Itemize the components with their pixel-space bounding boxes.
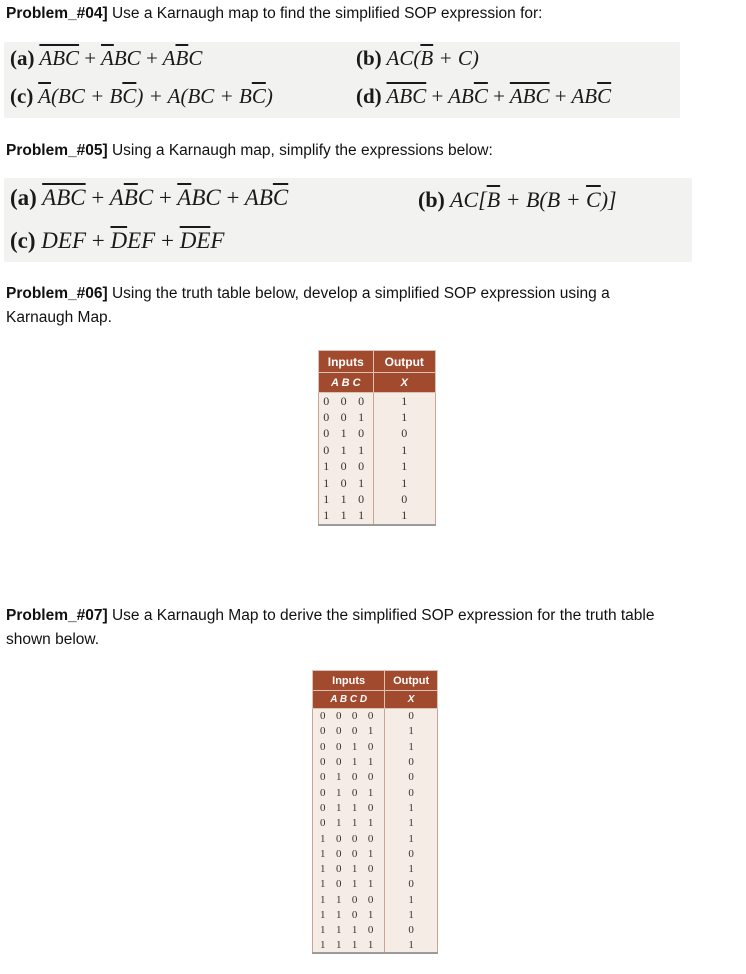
truth-table-input-vars: A B C D	[313, 691, 385, 709]
table-row	[313, 754, 438, 769]
input-cell: 1 0 0 0	[313, 831, 385, 846]
problem-04-id: Problem_#04]	[6, 5, 108, 22]
table-row	[313, 816, 438, 831]
input-cell: 1 0 1	[319, 475, 374, 492]
truth-table-output-header: Output	[385, 671, 438, 691]
table-row	[319, 409, 436, 426]
truth-table-inputs-header: Inputs	[319, 351, 374, 373]
problem-06-id: Problem_#06]	[6, 285, 108, 302]
output-cell: 1	[385, 907, 438, 922]
output-cell: 1	[373, 508, 435, 525]
table-row	[319, 508, 436, 525]
input-cell: 0 0 0 0	[313, 709, 385, 724]
table-row	[319, 492, 436, 509]
problem-05-statement	[6, 139, 493, 163]
table-row	[313, 923, 438, 938]
problem-07-text-line1: Use a Karnaugh Map to derive the simplified SOP expression for the truth table	[111, 607, 655, 624]
input-cell: 0 1 0 0	[313, 770, 385, 785]
table-row	[319, 459, 436, 476]
output-cell: 1	[385, 816, 438, 831]
problem-05b-expression: (b) $AC[\overline{B} + B(B + \overline{C})]$	[418, 187, 617, 212]
truth-table-output-var: X	[373, 373, 435, 393]
input-cell: 1 1 1 1	[313, 938, 385, 953]
problem-07-text-line2: shown below.	[6, 631, 100, 648]
output-cell: 0	[385, 877, 438, 892]
table-row	[313, 892, 438, 907]
output-cell: 0	[385, 923, 438, 938]
output-cell: 1	[373, 475, 435, 492]
input-cell: 0 1 1 1	[313, 816, 385, 831]
output-cell: 1	[385, 892, 438, 907]
table-row	[313, 785, 438, 800]
truth-table-output-header: Output	[373, 351, 435, 373]
problem-06-text-line2: Karnaugh Map.	[6, 309, 112, 326]
input-cell: 1 1 0 1	[313, 907, 385, 922]
problem-05c-expression: (c) DEF + $\overline{D}EF + \overline{DE}F$	[10, 228, 225, 253]
problem-04b-expression: (b) $AC(\overline{B} + C)$	[356, 46, 479, 70]
input-cell: 1 0 0	[319, 459, 374, 476]
table-row	[313, 739, 438, 754]
output-cell: 0	[373, 426, 435, 443]
table-row	[313, 770, 438, 785]
output-cell: 1	[373, 409, 435, 426]
input-cell: 0 1 0	[319, 426, 374, 443]
output-cell: 0	[385, 770, 438, 785]
input-cell: 0 0 1	[319, 409, 374, 426]
table-row	[313, 861, 438, 876]
problem-07-truth-table	[312, 670, 438, 954]
problem-07-id: Problem_#07]	[6, 607, 108, 624]
output-cell: 1	[385, 861, 438, 876]
output-cell: 0	[373, 492, 435, 509]
input-cell: 0 0 0 1	[313, 724, 385, 739]
problem-05a-expression: (a) $\overline{ABC} + A\overline{B}C + \overline{A}BC + AB\overline{C}$	[10, 185, 289, 210]
output-cell: 1	[373, 459, 435, 476]
input-cell: 1 1 1	[319, 508, 374, 525]
problem-04-text: Use a Karnaugh map to find the simplified SOP expression for:	[111, 5, 543, 22]
problem-05-text: Using a Karnaugh map, simplify the expressions below:	[111, 142, 493, 159]
table-row	[313, 724, 438, 739]
input-cell: 1 0 1 0	[313, 861, 385, 876]
table-row	[313, 709, 438, 724]
input-cell: 1 0 0 1	[313, 846, 385, 861]
output-cell: 1	[385, 938, 438, 953]
problem-04d-expression: (d) $\overline{ABC} + AB\overline{C} + \overline{AB}\overline{C} + AB\overline{C}$	[356, 84, 612, 108]
output-cell: 1	[385, 800, 438, 815]
output-cell: 1	[373, 393, 435, 410]
output-cell: 1	[385, 724, 438, 739]
table-row	[313, 938, 438, 953]
output-cell: 0	[385, 846, 438, 861]
problem-04-statement	[6, 2, 542, 26]
problem-06-truth-table	[318, 350, 436, 526]
table-row	[319, 393, 436, 410]
output-cell: 1	[385, 739, 438, 754]
table-row	[313, 831, 438, 846]
table-row	[313, 907, 438, 922]
input-cell: 1 1 0	[319, 492, 374, 509]
input-cell: 0 1 0 1	[313, 785, 385, 800]
table-row	[313, 846, 438, 861]
input-cell: 0 0 1 1	[313, 754, 385, 769]
output-cell: 0	[385, 754, 438, 769]
problem-05-id: Problem_#05]	[6, 142, 108, 159]
problem-04a-expression: (a) $\overline{ABC} + \overline{A}BC + A\overline{B}C$	[10, 46, 203, 70]
input-cell: 1 0 1 1	[313, 877, 385, 892]
table-row	[319, 426, 436, 443]
table-row	[313, 800, 438, 815]
input-cell: 1 1 1 0	[313, 923, 385, 938]
truth-table-inputs-header: Inputs	[313, 671, 385, 691]
output-cell: 0	[385, 709, 438, 724]
input-cell: 1 1 0 0	[313, 892, 385, 907]
input-cell: 0 0 1 0	[313, 739, 385, 754]
table-row	[319, 442, 436, 459]
input-cell: 0 0 0	[319, 393, 374, 410]
problem-04c-expression: (c) $\overline{A}(BC + B\overline{C}) + A(BC + B\overline{C})$	[10, 84, 273, 108]
problem-06-statement	[6, 282, 610, 330]
truth-table-input-vars: A B C	[319, 373, 374, 393]
table-row	[319, 475, 436, 492]
input-cell: 0 1 1	[319, 442, 374, 459]
problem-07-statement	[6, 604, 655, 652]
output-cell: 1	[373, 442, 435, 459]
truth-table-output-var: X	[385, 691, 438, 709]
input-cell: 0 1 1 0	[313, 800, 385, 815]
output-cell: 1	[385, 831, 438, 846]
output-cell: 0	[385, 785, 438, 800]
table-row	[313, 877, 438, 892]
problem-06-text-line1: Using the truth table below, develop a simplified SOP expression using a	[111, 285, 610, 302]
